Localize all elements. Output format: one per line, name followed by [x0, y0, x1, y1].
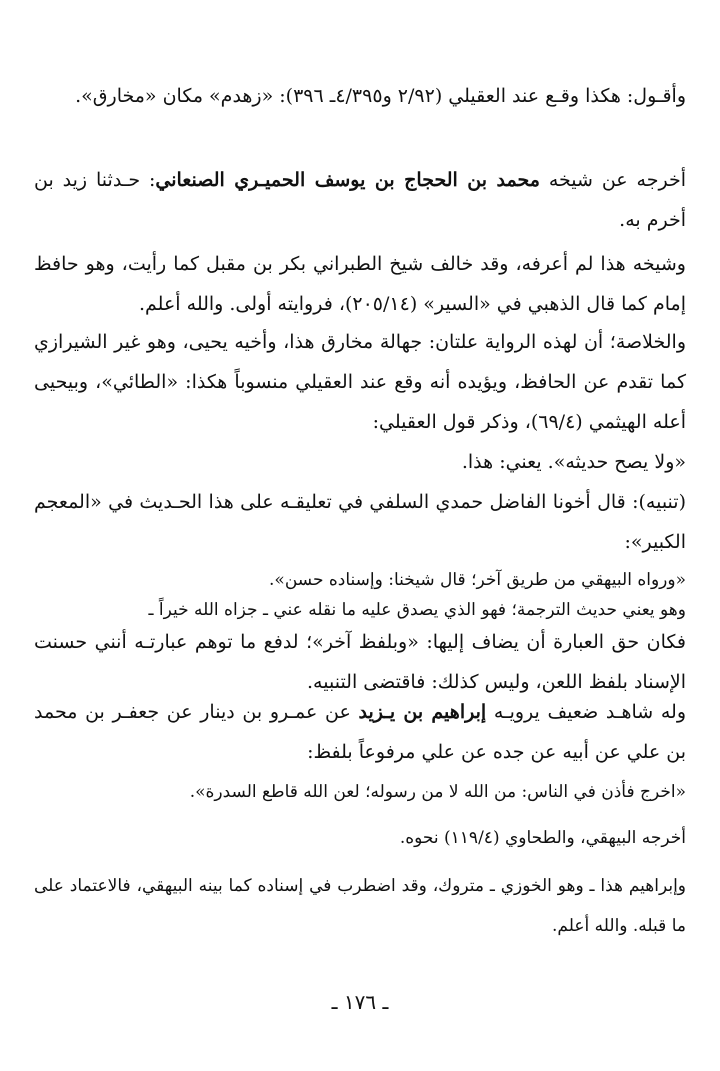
paragraph-text: وإبراهيم هذا ـ وهو الخوزي ـ متروك، وقد اضطرب في إسناده كما بينه البيهقي، فالاعتماد على ما قبله. والله أعلم. — [34, 876, 686, 936]
paragraph-text: (تنبيه): قال أخونا الفاضل حمدي السلفي في تعليقـه على هذا الحـديث في «المعجم الكبير»: — [34, 491, 686, 553]
paragraph-bold-name: محمد بن الحجاج بن يوسف الحميـري الصنعاني — [155, 169, 540, 191]
paragraph-text: فكان حق العبارة أن يضاف إليها: «وبلفظ آخر»؛ لدفع ما توهم عبارتـه أنني حسنت الإسناد بلفظ اللعن، وليس كذلك: فاقتضى التنبيه. — [34, 631, 686, 693]
paragraph-quote-aqili — [34, 442, 686, 482]
paragraph-text-pre: وله شاهـد ضعيف يرويـه — [486, 701, 687, 723]
paragraph-text: وشيخه هذا لم أعرفه، وقد خالف شيخ الطبراني بكر بن مقبل كما رأيت، وهو حافظ إمام كما قال الذهبي في «السير» (٢٠٥/١٤)، فروايته أولى. والله أعلم. — [34, 253, 686, 315]
paragraph-bold-name: إبراهيم بن يـزيد — [358, 701, 487, 723]
paragraph-text-pre: أخرجه عن شيخه — [539, 169, 686, 191]
paragraph-akhrajahu — [34, 818, 686, 858]
paragraph-ibrahim — [34, 866, 686, 946]
paragraph-khulasa — [34, 322, 686, 442]
paragraph-text-post: : حـدثنا زيد بن أخرم به. — [34, 169, 686, 231]
paragraph-text: وأقـول: هكذا وقـع عند العقيلي (٢/٩٢ و٤/٣٩٥ـ ٣٩٦): «زهدم» مكان «مخارق». — [75, 85, 686, 107]
paragraph-text: «ورواه البيهقي من طريق آخر؛ قال شيخنا: وإسناده حسن». — [269, 570, 686, 590]
page-number: ـ ١٧٦ ـ — [331, 990, 389, 1014]
paragraph-shahid — [34, 692, 686, 772]
paragraph-text: وهو يعني حديث الترجمة؛ فهو الذي يصدق عليه ما نقله عني ـ جزاه الله خيراً ـ — [148, 600, 686, 620]
paragraph-tanbih — [34, 482, 686, 562]
paragraph-takhrij — [34, 160, 686, 240]
paragraph-text: «ولا يصح حديثه». يعني: هذا. — [461, 451, 686, 473]
paragraph-note-aqili — [34, 76, 686, 116]
paragraph-text: «اخرج فأذن في الناس: من الله لا من رسوله؛ لعن الله قاطع السدرة». — [189, 782, 686, 802]
paragraph-text-post: عن عمـرو بن دينار عن جعفـر بن محمد بن علي عن أبيه عن جده عن علي مرفوعاً بلفظ: — [34, 701, 686, 763]
paragraph-hadith-text — [34, 772, 686, 812]
paragraph-text: والخلاصة؛ أن لهذه الرواية علتان: جهالة مخارق هذا، وأخيه يحيى، وهو غير الشيرازي كما تقدم عن الحافظ، ويؤيده أنه وقع عند العقيلي منسوباً هكذا: «الطائي»، وبيحيى أعله الهيثمي (٦٩/٤)، وذكر قول العقيلي: — [34, 331, 686, 433]
paragraph-shaykh — [34, 244, 686, 324]
paragraph-text: أخرجه البيهقي، والطحاوي (١١٩/٤) نحوه. — [399, 828, 686, 848]
paragraph-ibara — [34, 622, 686, 702]
